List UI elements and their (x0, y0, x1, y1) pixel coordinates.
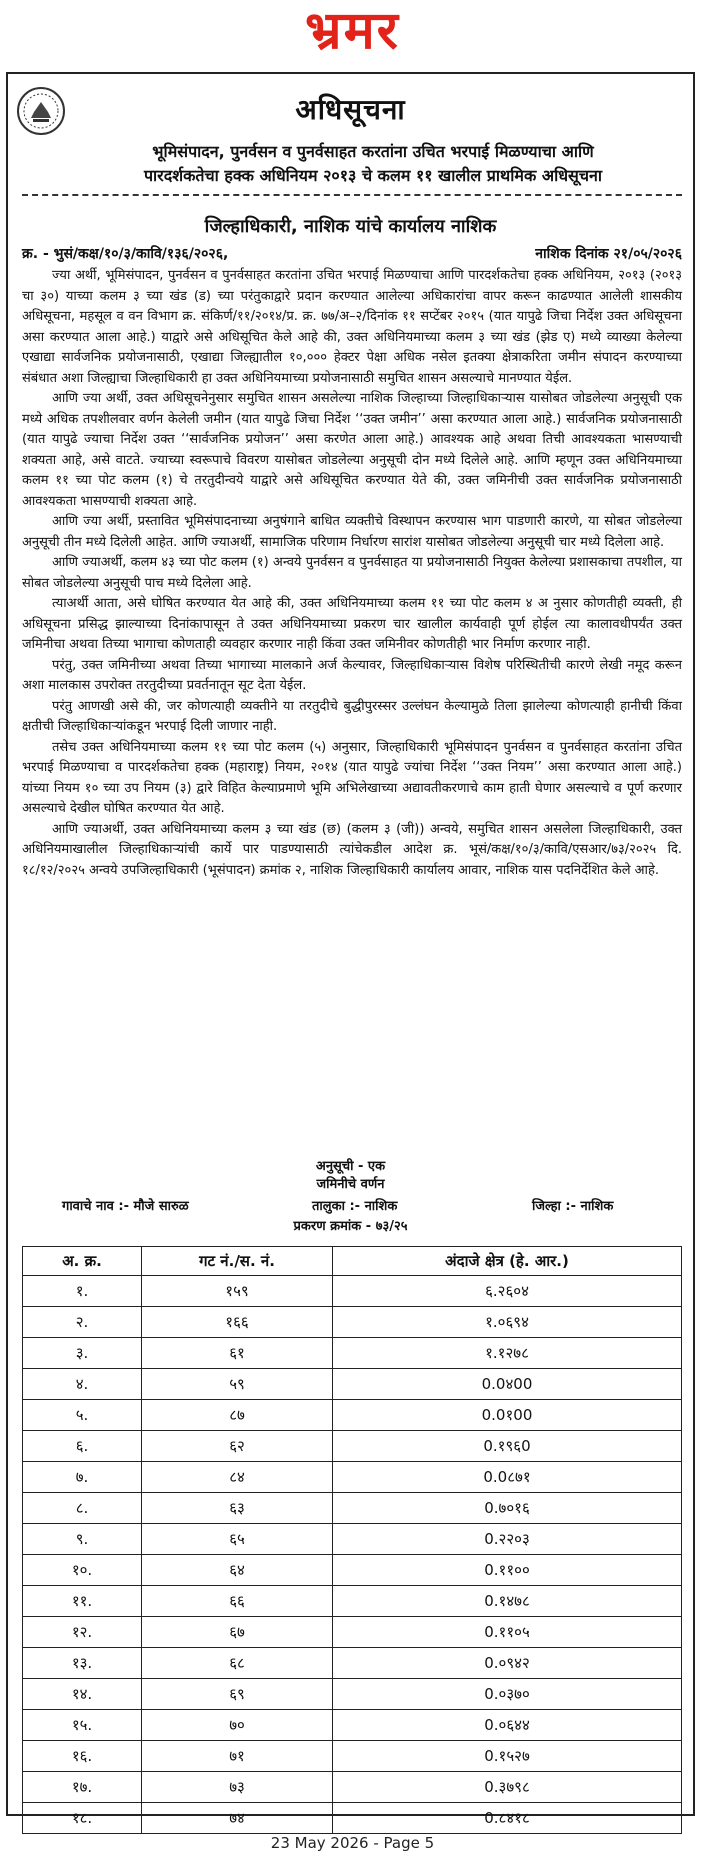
schedule-meta-row (22, 1196, 682, 1216)
serial-cell: १२. (23, 1617, 142, 1648)
serial-cell: ४. (23, 1369, 142, 1400)
table-row (23, 1400, 682, 1431)
table-row (23, 1493, 682, 1524)
reference-number: क्र. - भुसं/कक्ष/१०/३/कावि/१३६/२०२६, (22, 246, 229, 262)
notice-title: अधिसूचना (295, 93, 406, 126)
table-row (23, 1772, 682, 1803)
serial-cell: ७. (23, 1462, 142, 1493)
serial-cell: ११. (23, 1586, 142, 1617)
area-cell: १.१२७८ (333, 1338, 682, 1369)
village-name: गावाचे नाव :- मौजे सारुळ (62, 1199, 189, 1214)
area-cell: १.०६९४ (333, 1307, 682, 1338)
reference-line (22, 244, 682, 264)
area-cell: 0.७०१६ (333, 1493, 682, 1524)
dashed-divider (22, 194, 682, 196)
table-row (23, 1803, 682, 1834)
area-cell: ६.२६०४ (333, 1276, 682, 1307)
masthead (0, 0, 705, 66)
paragraph-2: आणि ज्या अर्थी, उक्त अधिसूचनेनुसार समुचित शासन असलेल्या नाशिक जिल्हाच्या जिल्हाधिकाऱ्यास यासोबत जोडलेल्या अनुसूची एक मध्ये अधिक तपशीलवार वर्णन केलेली जमीन (यात यापुढे जिचा निर्देश ‘‘उक्त जमीन’’ असा करण्यात आला आहे.) सार्वजनिक प्रयोजनासाठी (यात यापुढे ज्याचा निर्देश उक्त ‘‘सार्वजनिक प्रयोजन’’ असा करणेत आला आहे.) आवश्यक आहे अथवा तिची आवश्यकता भासण्याची शक्यता आहे, असे वाटते. ज्याच्या स्वरूपाचे विवरण यासोबत जोडलेल्या अनुसूची दोन मध्ये दिलेले आहे. आणि म्हणून उक्त अधिनियमाच्या कलम ११ च्या पोट कलम (१) चे तरतुदीन्वये याद्वारे असे अधिसूचित करण्यात येते की, उक्त जमिनीची उक्त सार्वजनिक प्रयोजनासाठी आवश्यकता भासण्याची शक्यता आहे. (22, 391, 682, 509)
subtitle-line-1: भूमिसंपादन, पुनर्वसन व पुनर्वसाहत करतांना उचित भरपाई मिळण्याचा आणि (152, 142, 594, 161)
serial-cell: ५. (23, 1400, 142, 1431)
column-header-area: अंदाजे क्षेत्र (हे. आर.) (333, 1247, 682, 1276)
area-cell: 0.0४00 (333, 1369, 682, 1400)
survey-number-cell: ६५ (142, 1524, 333, 1555)
area-cell: 0.११०० (333, 1555, 682, 1586)
serial-cell: १७. (23, 1772, 142, 1803)
table-row (23, 1648, 682, 1679)
survey-number-cell: ७३ (142, 1772, 333, 1803)
serial-cell: १५. (23, 1710, 142, 1741)
area-cell: 0.०६४४ (333, 1710, 682, 1741)
notice-subtitle (58, 140, 688, 188)
table-row (23, 1276, 682, 1307)
survey-number-cell: ७० (142, 1710, 333, 1741)
table-row (23, 1710, 682, 1741)
table-row (23, 1679, 682, 1710)
area-cell: 0.८४१८ (333, 1803, 682, 1834)
serial-cell: ३. (23, 1338, 142, 1369)
survey-number-cell: ६८ (142, 1648, 333, 1679)
area-cell: 0.०९४२ (333, 1648, 682, 1679)
survey-number-cell: ८४ (142, 1462, 333, 1493)
survey-number-cell: ६७ (142, 1617, 333, 1648)
table-row (23, 1431, 682, 1462)
area-cell: 0.१४७८ (333, 1586, 682, 1617)
subtitle-line-2: पारदर्शकतेचा हक्क अधिनियम २०१३ चे कलम ११ खालील प्राथमिक अधिसूचना (143, 166, 603, 185)
notice-frame (6, 72, 695, 1827)
table-row (23, 1555, 682, 1586)
survey-number-cell: ८७ (142, 1400, 333, 1431)
serial-cell: २. (23, 1307, 142, 1338)
table-body (23, 1276, 682, 1834)
table-row (23, 1617, 682, 1648)
table-header-row (23, 1247, 682, 1276)
reference-date: नाशिक दिनांक २१/०५/२०२६ (535, 246, 682, 262)
newspaper-logo: भ्रमर (305, 1, 400, 61)
area-cell: 0.१५२७ (333, 1741, 682, 1772)
paragraph-8: तसेच उक्त अधिनियमाच्या कलम ११ च्या पोट कलम (५) अनुसार, जिल्हाधिकारी भूमिसंपादन पुनर्वसन व पुनर्वसाहत करतांना उचित भरपाई मिळण्याचा व पारदर्शकतेचा हक्क (महाराष्ट्र) नियम, २०१४ (यात यापुढे ज्यांचा निर्देश ‘‘उक्त नियम’’ असा करण्यात आला आहे.) यांच्या नियम १० च्या उप नियम (३) द्वारे विहित केल्याप्रमाणे भूमि अभिलेखाच्या अद्यावतीकरणाचे काम हाती घेणार असल्याचे व पूर्ण करणार असल्याचे देखील घोषित करण्यात येत आहे. (22, 739, 682, 816)
survey-number-cell: ६३ (142, 1493, 333, 1524)
table-row (23, 1524, 682, 1555)
land-schedule-table (22, 1246, 682, 1834)
paragraph-6: परंतु, उक्त जमिनीच्या अथवा तिच्या भागाच्या मालकाने अर्ज केल्यावर, जिल्हाधिकाऱ्यास विशेष परिस्थितीची कारणे लेखी नमूद करून अशा मालकास उपरोक्त तरतुदीच्या प्रवर्तनातून सूट देता येईल. (22, 657, 682, 693)
column-header-serial: अ. क्र. (23, 1247, 142, 1276)
district-name: जिल्हा :- नाशिक (532, 1199, 614, 1214)
serial-cell: १०. (23, 1555, 142, 1586)
paragraph-5: त्याअर्थी आता, असे घोषित करण्यात येत आहे की, उक्त अधिनियमाच्या कलम ११ च्या पोट कलम ४ अ नुसार कोणतीही व्यक्ती, ही अधिसूचना प्रसिद्ध झाल्याच्या दिनांकापासून ते उक्त अधिनियमाच्या प्रकरण चार खालील कार्यवाही पूर्ण होईल त्या कालावधीपर्यंत उक्त जमिनीचा अथवा तिच्या भागाचा कोणताही व्यवहार करणार नाही किंवा उक्त जमिनीवर कोणतीही भार निर्माण करणार नाही. (22, 596, 682, 652)
survey-number-cell: ६९ (142, 1679, 333, 1710)
table-row (23, 1307, 682, 1338)
paragraph-4: आणि ज्याअर्थी, कलम ४३ च्या पोट कलम (१) अन्वये पुनर्वसन व पुनर्वसाहत या प्रयोजनासाठी नियुक्त केलेल्या प्रशासकाचा तपशील, या सोबत जोडलेल्या अनुसूची पाच मध्ये दिलेला आहे. (22, 555, 682, 591)
area-cell: 0.0१00 (333, 1400, 682, 1431)
table-row (23, 1338, 682, 1369)
area-cell: 0.११०५ (333, 1617, 682, 1648)
area-cell: 0.0८७१ (333, 1462, 682, 1493)
schedule-title: अनुसूची - एक (315, 1159, 386, 1174)
survey-number-cell: ७४ (142, 1803, 333, 1834)
area-cell: 0.२२०३ (333, 1524, 682, 1555)
serial-cell: १६. (23, 1741, 142, 1772)
survey-number-cell: ६१ (142, 1338, 333, 1369)
serial-cell: ९. (23, 1524, 142, 1555)
survey-number-cell: १६६ (142, 1307, 333, 1338)
table-row (23, 1369, 682, 1400)
area-cell: 0.३७९८ (333, 1772, 682, 1803)
taluka-name: तालुका :- नाशिक (312, 1199, 398, 1214)
survey-number-cell: ६६ (142, 1586, 333, 1617)
area-cell: 0.०३७० (333, 1679, 682, 1710)
serial-cell: १३. (23, 1648, 142, 1679)
schedule-subtitle: जमिनीचे वर्णन (316, 1177, 385, 1192)
survey-number-cell: १५९ (142, 1276, 333, 1307)
paragraph-7: परंतु आणखी असे की, जर कोणत्याही व्यक्तीने या तरतुदीचे बुद्धीपुरस्सर उल्लंघन केल्यामुळे तिला झालेल्या कोणत्याही हानीची किंवा क्षतीची जिल्हाधिकाऱ्यांकडून भरपाई दिली जाणार नाही. (22, 698, 682, 734)
serial-cell: ६. (23, 1431, 142, 1462)
serial-cell: १. (23, 1276, 142, 1307)
table-row (23, 1462, 682, 1493)
table-row (23, 1586, 682, 1617)
page-footer: 23 May 2026 - Page 5 (270, 1834, 435, 1852)
office-heading: जिल्हाधिकारी, नाशिक यांचे कार्यालय नाशिक (204, 216, 497, 237)
survey-number-cell: ६४ (142, 1555, 333, 1586)
area-cell: 0.१९६0 (333, 1431, 682, 1462)
case-number: प्रकरण क्रमांक - ७३/२५ (293, 1219, 408, 1234)
paragraph-1: ज्या अर्थी, भूमिसंपादन, पुनर्वसन व पुनर्वसाहत करतांना उचित भरपाई मिळण्याचा आणि पारदर्शकतेचा हक्क अधिनियम, २०१३ (२०१३ चा ३०) याच्या कलम ३ च्या खंड (ड) च्या परंतुकाद्वारे प्रदान करण्यात आलेल्या अधिकारांचा वापर करून काढण्यात आलेली शासकीय अधिसूचना, महसूल व वन विभाग क्र. संकिर्ण/११/२०१४/प्र. क्र. ७७/अ–२/दिनांक ११ सप्टेंबर २०१५ (यात यापुढे जिचा निर्देश उक्त अधिसूचना असा करण्यात आला आहे.) याद्वारे असे अधिसूचित केले आहे की, उक्त अधिनियमाच्या कलम ३ च्या खंड (झेड ए) मध्ये व्याख्या केलेल्या एखाद्या सार्वजनिक प्रयोजनासाठी, एखाद्या जिल्ह्यातील १०,००० हेक्टर पेक्षा अधिक नसेल इतक्या क्षेत्राकरिता जमीन संपादन करण्याच्या संबंधात अशा जिल्ह्याचा जिल्हाधिकारी हा उक्त अधिनियमाच्या प्रयोजनासाठी समुचित शासन असल्याचे मानण्यात येईल. (22, 268, 682, 386)
column-header-survey-no: गट नं./स. नं. (142, 1247, 333, 1276)
table-row (23, 1741, 682, 1772)
notice-body (22, 266, 682, 881)
serial-cell: १८. (23, 1803, 142, 1834)
survey-number-cell: ५९ (142, 1369, 333, 1400)
paragraph-3: आणि ज्या अर्थी, प्रस्तावित भूमिसंपादनाच्या अनुषंगाने बाधित व्यक्तीचे विस्थापन करण्यास भाग पाडणारी कारणे, या सोबत जोडलेल्या अनुसूची तीन मध्ये दिलेली आहेत. आणि ज्याअर्थी, सामाजिक परिणाम निर्धारण सारांश यासोबत जोडलेल्या अनुसूची चार मध्ये दिलेला आहे. (22, 514, 682, 550)
paragraph-9: आणि ज्याअर्थी, उक्त अधिनियमाच्या कलम ३ च्या खंड (छ) (कलम ३ (जी)) अन्वये, समुचित शासन असलेला जिल्हाधिकारी, उक्त अधिनियमाखालील जिल्हाधिकाऱ्यांची कार्ये पार पाडण्यासाठी त्यांचेकडील आदेश क्र. भूसं/कक्ष/१०/३/कावि/एसआर/७३/२०२५ दि. १८/१२/२०२५ अन्वये उपजिल्हाधिकारी (भूसंपादन) क्रमांक २, नाशिक जिल्हाधिकारी कार्यालय आवार, नाशिक यास पदनिर्देशित केले आहे. (22, 821, 682, 878)
survey-number-cell: ७१ (142, 1741, 333, 1772)
serial-cell: १४. (23, 1679, 142, 1710)
survey-number-cell: ६२ (142, 1431, 333, 1462)
serial-cell: ८. (23, 1493, 142, 1524)
